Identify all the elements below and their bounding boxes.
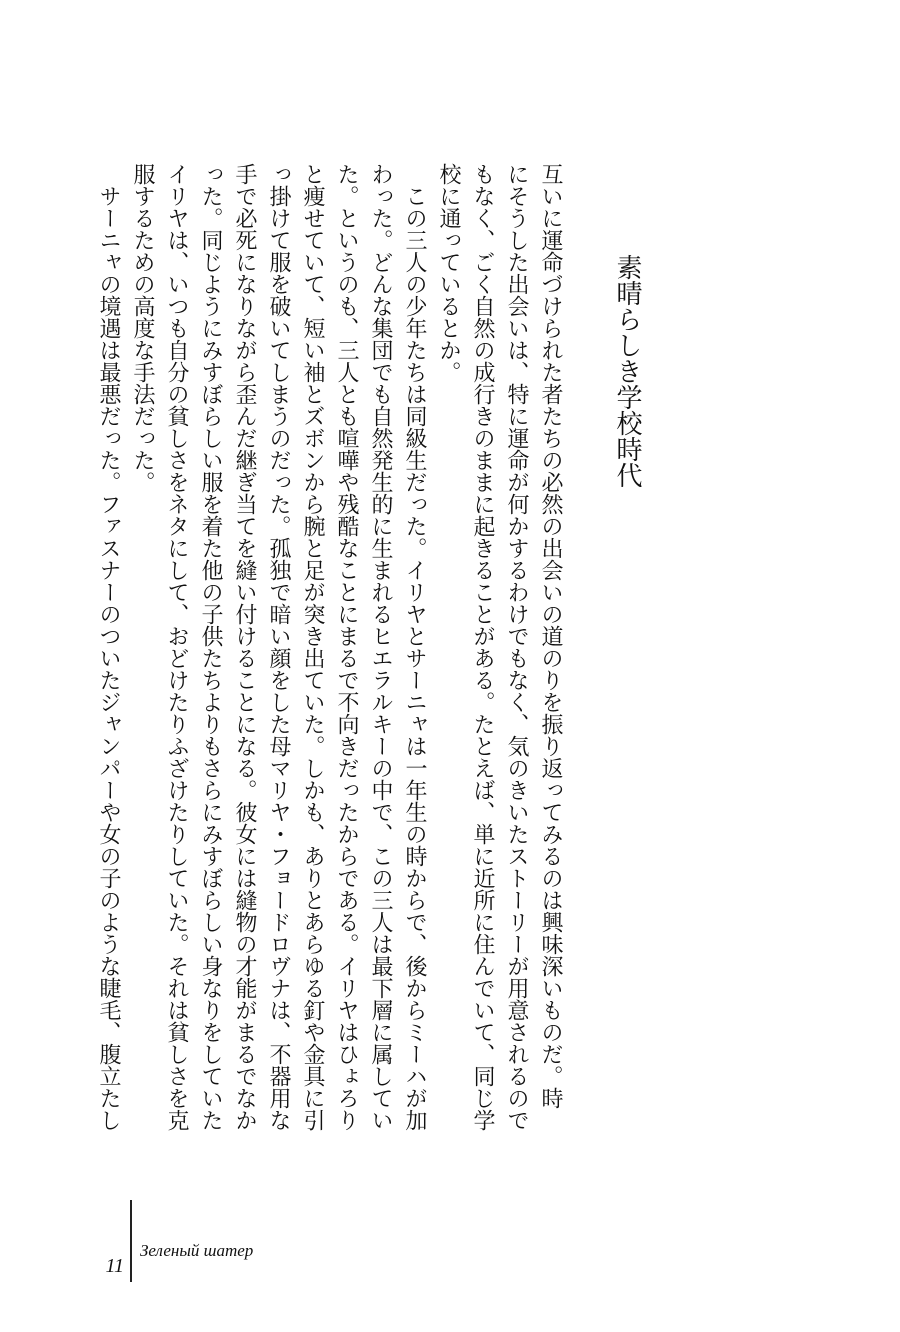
running-title: Зеленый шатер [140, 1241, 254, 1260]
text-column: 服するための高度な手法だった。 [130, 163, 155, 493]
text-column: サーニャの境遇は最悪だった。ファスナーのついたジャンパーや女の子のような睫毛、腹立たし [96, 163, 121, 1131]
text-column: た。というのも、三人とも喧嘩や残酷なことにまるで不向きだったからである。イリヤはひょろり [334, 163, 359, 1131]
footer-divider [130, 1200, 132, 1282]
chapter-title: 素晴らしき学校時代 [612, 254, 642, 488]
text-column: この三人の少年たちは同級生だった。イリヤとサーニャは一年生の時からで、後からミーハが加 [402, 163, 427, 1131]
text-column: 手で必死になりながら歪んだ継ぎ当てを縫い付けることになる。彼女には縫物の才能がまるでなか [232, 163, 257, 1131]
text-column: わった。どんな集団でも自然発生的に生まれるヒエラルキーの中で、この三人は最下層に属してい [368, 163, 393, 1131]
text-column: った。同じようにみすぼらしい服を着た他の子供たちよりもさらにみすぼらしい身なりをしていた [198, 163, 223, 1131]
text-column: イリヤは、いつも自分の貧しさをネタにして、おどけたりふざけたりしていた。それは貧しさを克 [164, 163, 189, 1131]
text-column: もなく、ごく自然の成行きのままに起きることがある。たとえば、単に近所に住んでいて、同じ学 [470, 163, 495, 1131]
text-column: 校に通っているとか。 [436, 163, 461, 383]
text-column: っ掛けて服を破いてしまうのだった。孤独で暗い顔をした母マリヤ・フョードロヴナは、不器用な [266, 163, 291, 1131]
page-number: 11 [105, 1255, 124, 1277]
text-column: と痩せていて、短い袖とズボンから腕と足が突き出ていた。しかも、ありとあらゆる釘や金具に引 [300, 163, 325, 1131]
body-text [91, 163, 567, 1148]
text-column: にそうした出会いは、特に運命が何かするわけでもなく、気のきいたストーリーが用意されるので [504, 163, 529, 1131]
text-column: 互いに運命づけられた者たちの必然の出会いの道のりを振り返ってみるのは興味深いものだ。時 [538, 163, 563, 1109]
